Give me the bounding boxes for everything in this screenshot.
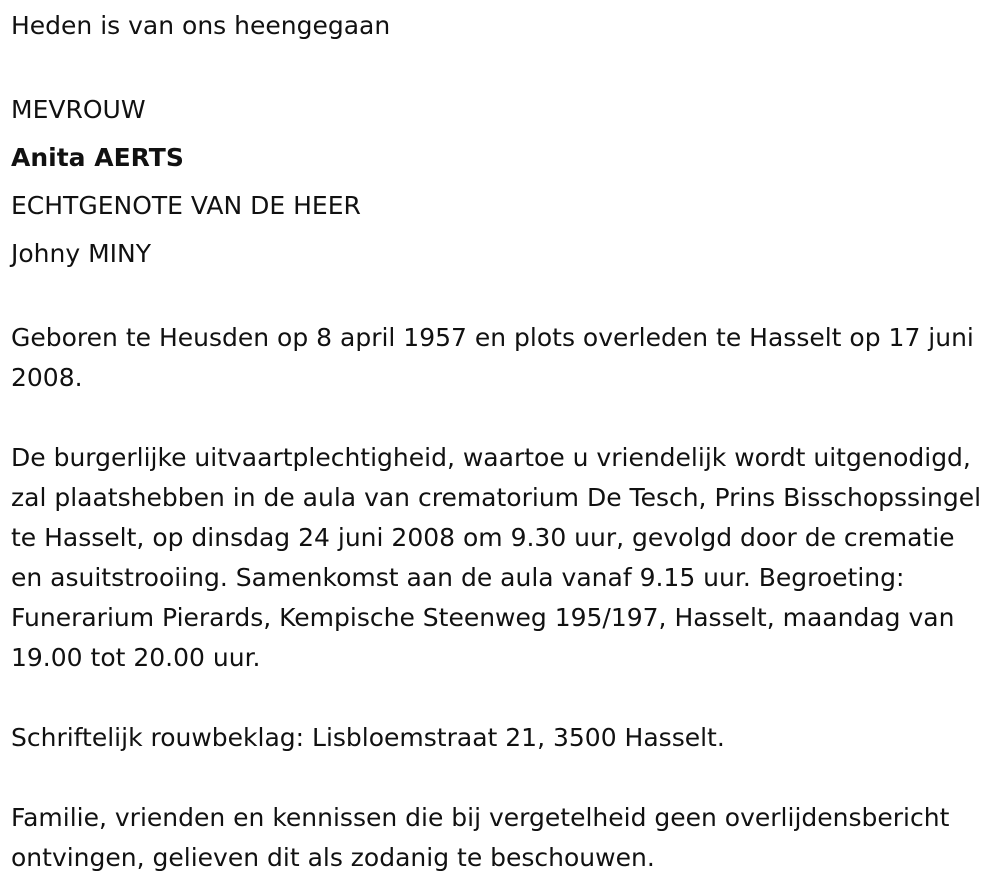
closing-paragraph: Familie, vrienden en kennissen die bij vergetelheid geen overlijdensbericht ontvingen, gelieven dit als zodanig te beschouwen. — [11, 803, 950, 872]
name-block — [11, 86, 986, 278]
deceased-name: Anita AERTS — [11, 143, 184, 172]
spacer — [11, 278, 986, 318]
title-line: MEVROUW — [11, 95, 146, 124]
spouse-name: Johny MINY — [11, 239, 152, 268]
birth-death-paragraph: Geboren te Heusden op 8 april 1957 en plots overleden te Hasselt op 17 juni 2008. — [11, 323, 974, 392]
spacer — [11, 398, 986, 438]
spacer — [11, 758, 986, 798]
spacer — [11, 678, 986, 718]
obituary-notice — [11, 6, 986, 878]
ceremony-paragraph: De burgerlijke uitvaartplechtigheid, waartoe u vriendelijk wordt uitgenodigd, zal plaatshebben in de aula van crematorium De Tesch, Prins Bisschopssingel te Hasselt, op dinsdag 24 juni 2008 om 9.30 uur, gevolgd door de crematie en asuitstrooiing. Samenkomst aan de aula vanaf 9.15 uur. Begroeting: Funerarium Pierards, Kempische Steenweg 195/197, Hasselt, maandag van 19.00 tot 20.00 uur. — [11, 443, 982, 672]
condolences-paragraph: Schriftelijk rouwbeklag: Lisbloemstraat 21, 3500 Hasselt. — [11, 723, 725, 752]
intro-line: Heden is van ons heengegaan — [11, 11, 391, 40]
relation-line: ECHTGENOTE VAN DE HEER — [11, 191, 361, 220]
spacer — [11, 46, 986, 86]
